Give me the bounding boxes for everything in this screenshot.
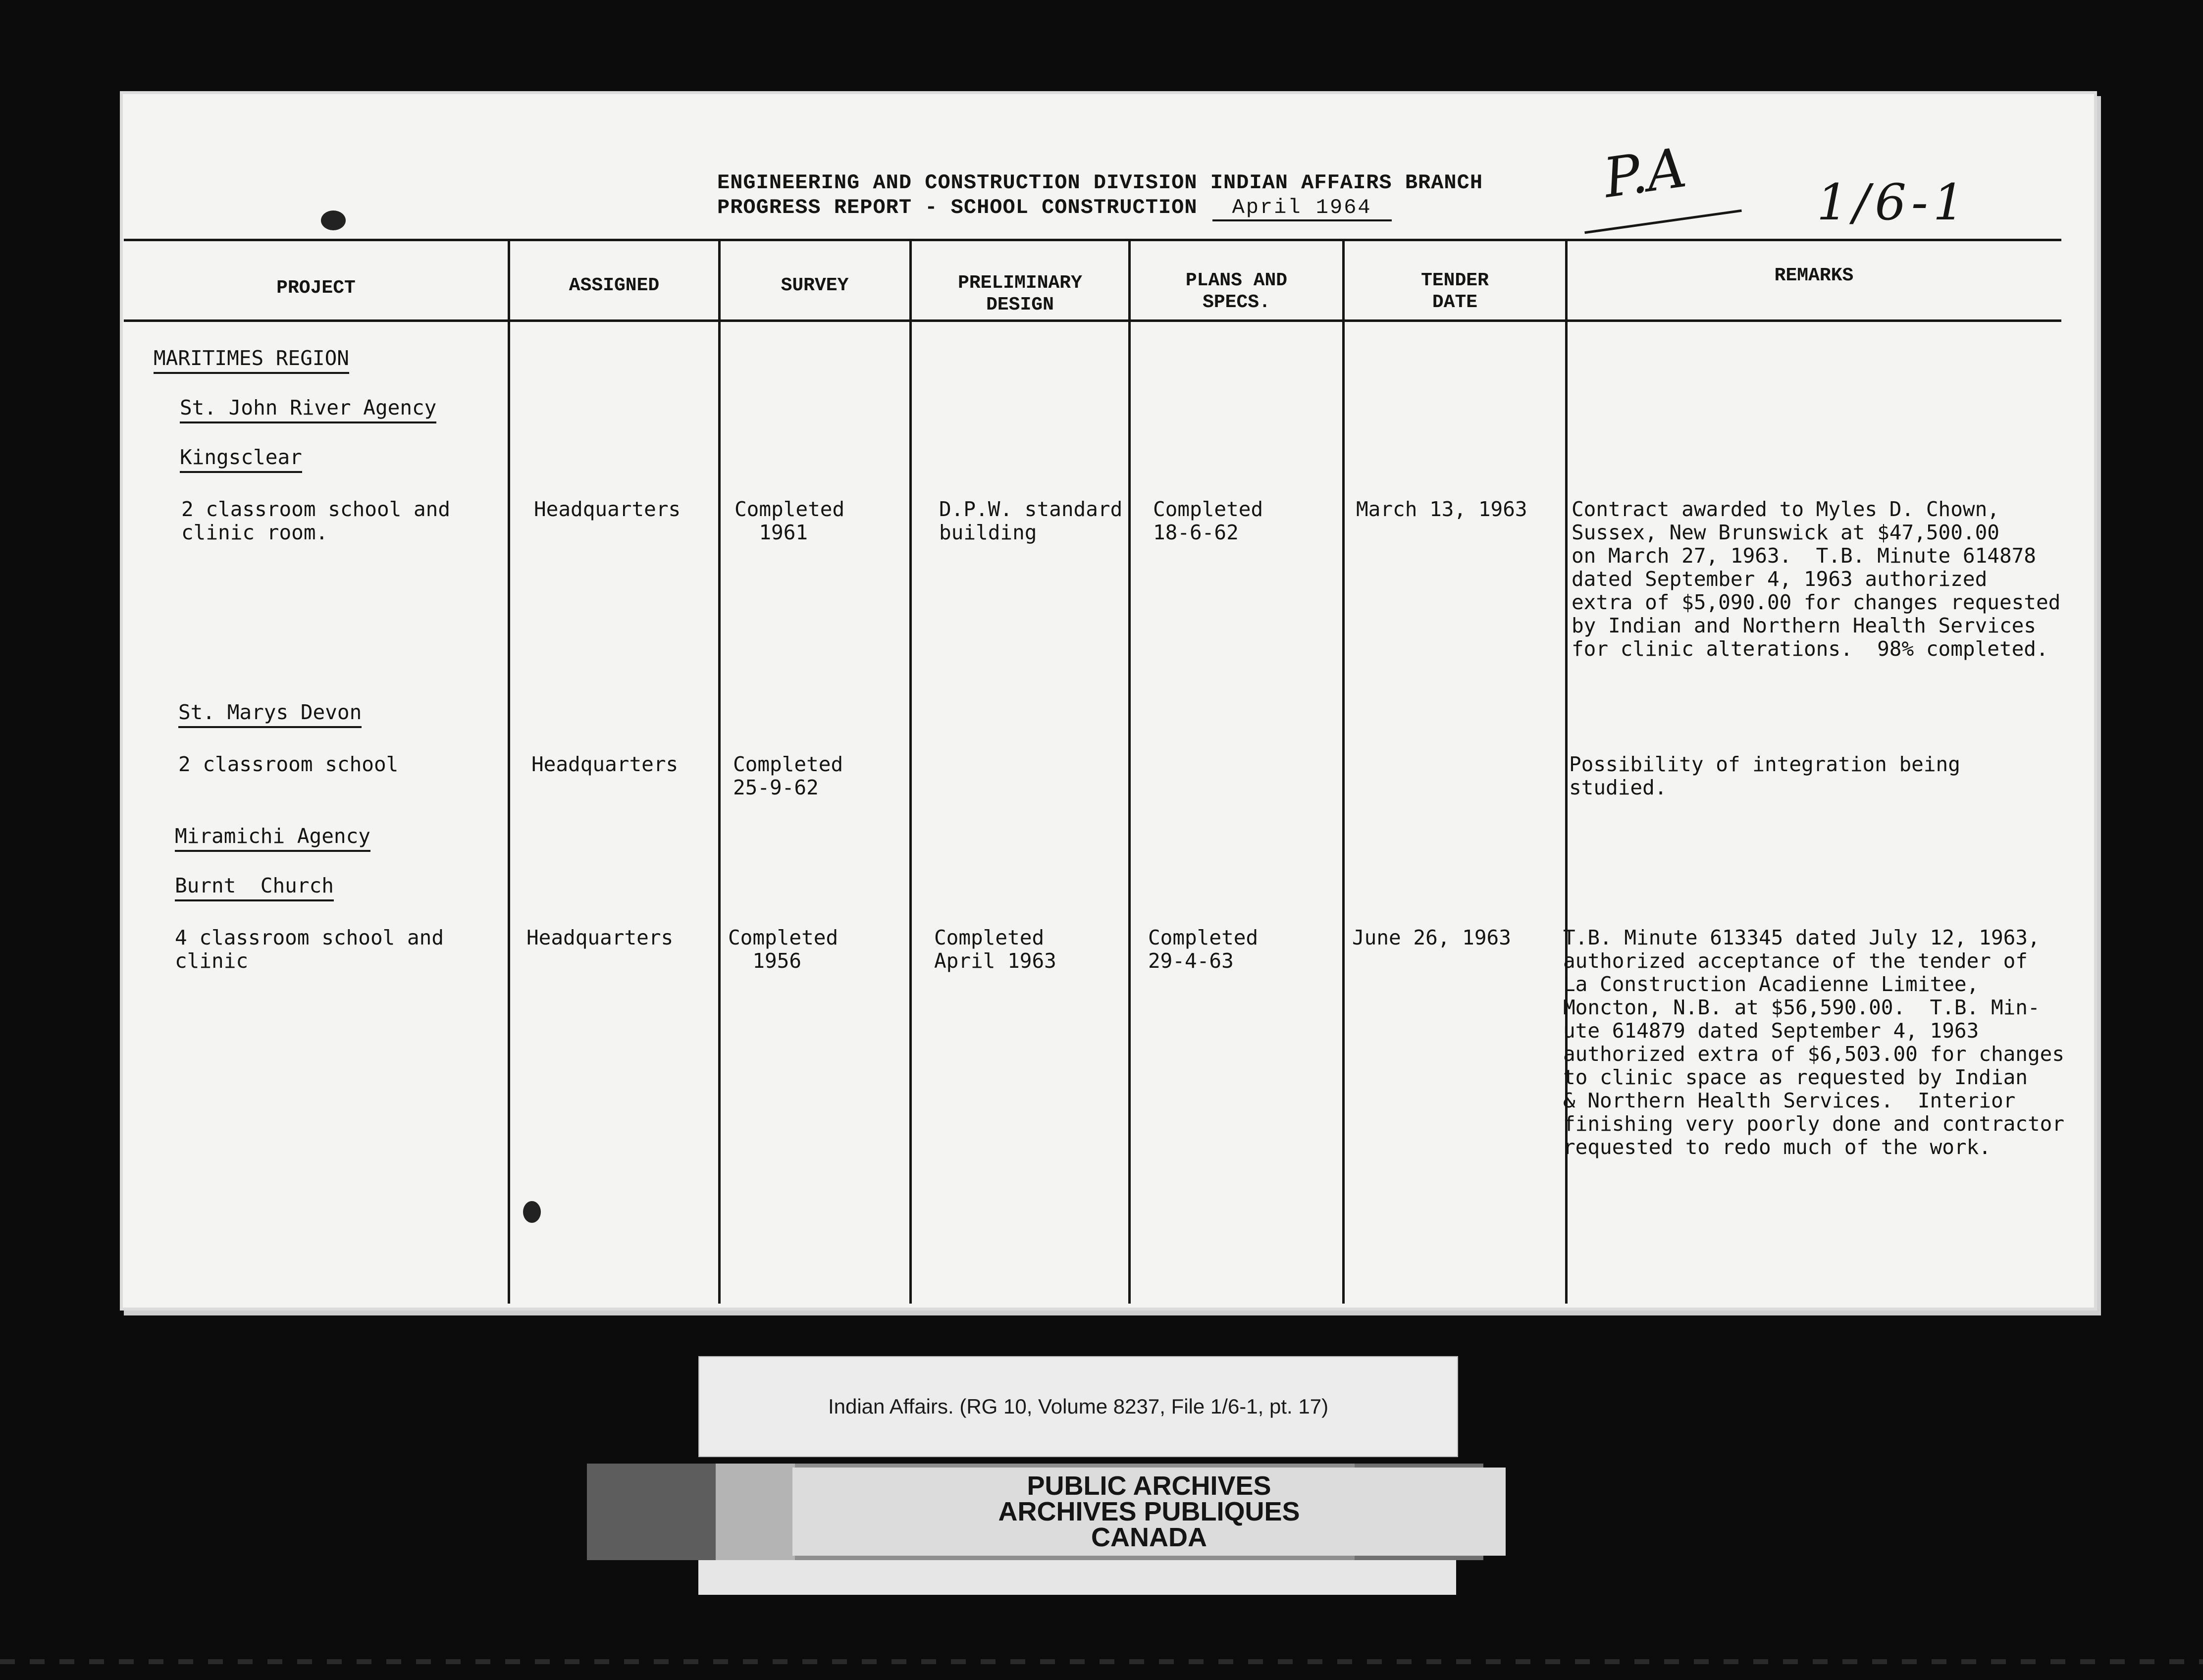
agency-heading xyxy=(180,396,436,423)
backing-middle xyxy=(716,1464,795,1560)
header-assigned-text: ASSIGNED xyxy=(569,275,660,296)
survey-cell: Completed 1961 xyxy=(734,497,845,544)
assigned-cell: Headquarters xyxy=(526,926,674,949)
column-divider xyxy=(1342,239,1345,1304)
site-heading-text: St. Marys Devon xyxy=(178,701,362,728)
remarks-cell: Possibility of integration being studied. xyxy=(1569,752,1960,799)
header-preliminary-line1: PRELIMINARY xyxy=(958,272,1082,294)
report-month: April 1964 xyxy=(1212,196,1392,221)
column-divider xyxy=(909,239,912,1304)
header-preliminary-line2: DESIGN xyxy=(986,294,1054,315)
ink-smudge xyxy=(523,1201,541,1223)
table-header-rule xyxy=(124,319,2061,322)
agency-heading-text: St. John River Agency xyxy=(180,396,436,423)
site-heading xyxy=(175,874,334,901)
column-divider xyxy=(508,239,510,1304)
film-edge xyxy=(0,1659,2203,1664)
site-heading xyxy=(180,446,302,473)
tender-cell: March 13, 1963 xyxy=(1356,497,1527,521)
preliminary-cell: D.P.W. standard building xyxy=(939,497,1123,544)
archive-citation: Indian Affairs. (RG 10, Volume 8237, File 1/6-1, pt. 17) xyxy=(828,1395,1329,1418)
plans-cell: Completed 18-6-62 xyxy=(1153,497,1263,544)
report-title: ENGINEERING AND CONSTRUCTION DIVISION INDIAN AFFAIRS BRANCH xyxy=(717,171,1483,195)
archive-stamp-line1: PUBLIC ARCHIVES xyxy=(1027,1471,1271,1501)
header-tender-date xyxy=(1345,270,1565,314)
column-divider xyxy=(1128,239,1131,1304)
project-cell: 2 classroom school and clinic room. xyxy=(181,497,451,544)
header-remarks-text: REMARKS xyxy=(1774,265,1854,286)
ink-smudge xyxy=(321,210,346,230)
header-survey xyxy=(721,275,909,297)
archive-stamp-line3: CANADA xyxy=(1091,1522,1207,1552)
header-project xyxy=(143,277,489,299)
project-cell: 4 classroom school and clinic xyxy=(175,926,444,973)
table-top-rule xyxy=(124,239,2061,241)
header-assigned xyxy=(510,275,718,297)
archive-stamp-label xyxy=(792,1468,1506,1556)
region-heading xyxy=(154,347,349,374)
handwritten-pa: P.A xyxy=(1599,136,1690,210)
assigned-cell: Headquarters xyxy=(531,752,679,776)
backing-left xyxy=(587,1464,716,1560)
agency-heading xyxy=(175,825,370,852)
handwritten-file-ref: 1/6-1 xyxy=(1817,173,1970,231)
header-plans-line2: SPECS. xyxy=(1203,292,1270,313)
archive-citation-label xyxy=(698,1356,1458,1457)
tender-cell: June 26, 1963 xyxy=(1352,926,1511,949)
report-subtitle xyxy=(717,196,1392,221)
plans-cell: Completed 29-4-63 xyxy=(1148,926,1259,973)
archive-label-strip xyxy=(698,1560,1456,1595)
header-tender-line2: DATE xyxy=(1432,292,1478,313)
site-heading-text: Burnt Church xyxy=(175,874,334,901)
header-plans-line1: PLANS AND xyxy=(1185,270,1288,291)
header-tender-line1: TENDER xyxy=(1421,270,1489,291)
report-subtitle-text: PROGRESS REPORT - SCHOOL CONSTRUCTION xyxy=(717,196,1198,219)
site-heading xyxy=(178,701,362,728)
remarks-cell: T.B. Minute 613345 dated July 12, 1963, authorized acceptance of the tender of La Construction Acadienne Limitee, Moncton, N.B. at $56,590.00. T.B. Min- ute 614879 dated September 4, 1963 authorized extra of $6,503.00 for changes to clinic space as requested by Indian & Northern Health Services. Interior finishing very poorly done and contractor requested to redo much of the work. xyxy=(1563,926,2065,1159)
header-survey-text: SURVEY xyxy=(781,275,849,296)
project-cell: 2 classroom school xyxy=(178,752,399,776)
survey-cell: Completed 1956 xyxy=(728,926,839,973)
remarks-cell: Contract awarded to Myles D. Chown, Sussex, New Brunswick at $47,500.00 on March 27, 1963. T.B. Minute 614878 dated September 4, 1963 authorized extra of $5,090.00 for changes requested by Indian and Northern Health Services for clinic alterations. 98% completed. xyxy=(1572,497,2061,661)
preliminary-cell: Completed April 1963 xyxy=(934,926,1056,973)
assigned-cell: Headquarters xyxy=(534,497,681,521)
handwritten-underline xyxy=(1584,210,1742,234)
header-plans-specs xyxy=(1131,270,1342,314)
site-heading-text: Kingsclear xyxy=(180,446,302,473)
survey-cell: Completed 25-9-62 xyxy=(733,752,843,799)
header-preliminary-design xyxy=(912,272,1128,316)
column-divider xyxy=(718,239,721,1304)
report-sheet xyxy=(123,94,2094,1308)
header-remarks xyxy=(1568,265,2060,287)
header-project-text: PROJECT xyxy=(276,277,356,299)
agency-heading-text: Miramichi Agency xyxy=(175,825,370,852)
archive-stamp-line2: ARCHIVES PUBLIQUES xyxy=(998,1497,1300,1526)
region-heading-text: MARITIMES REGION xyxy=(154,347,349,374)
